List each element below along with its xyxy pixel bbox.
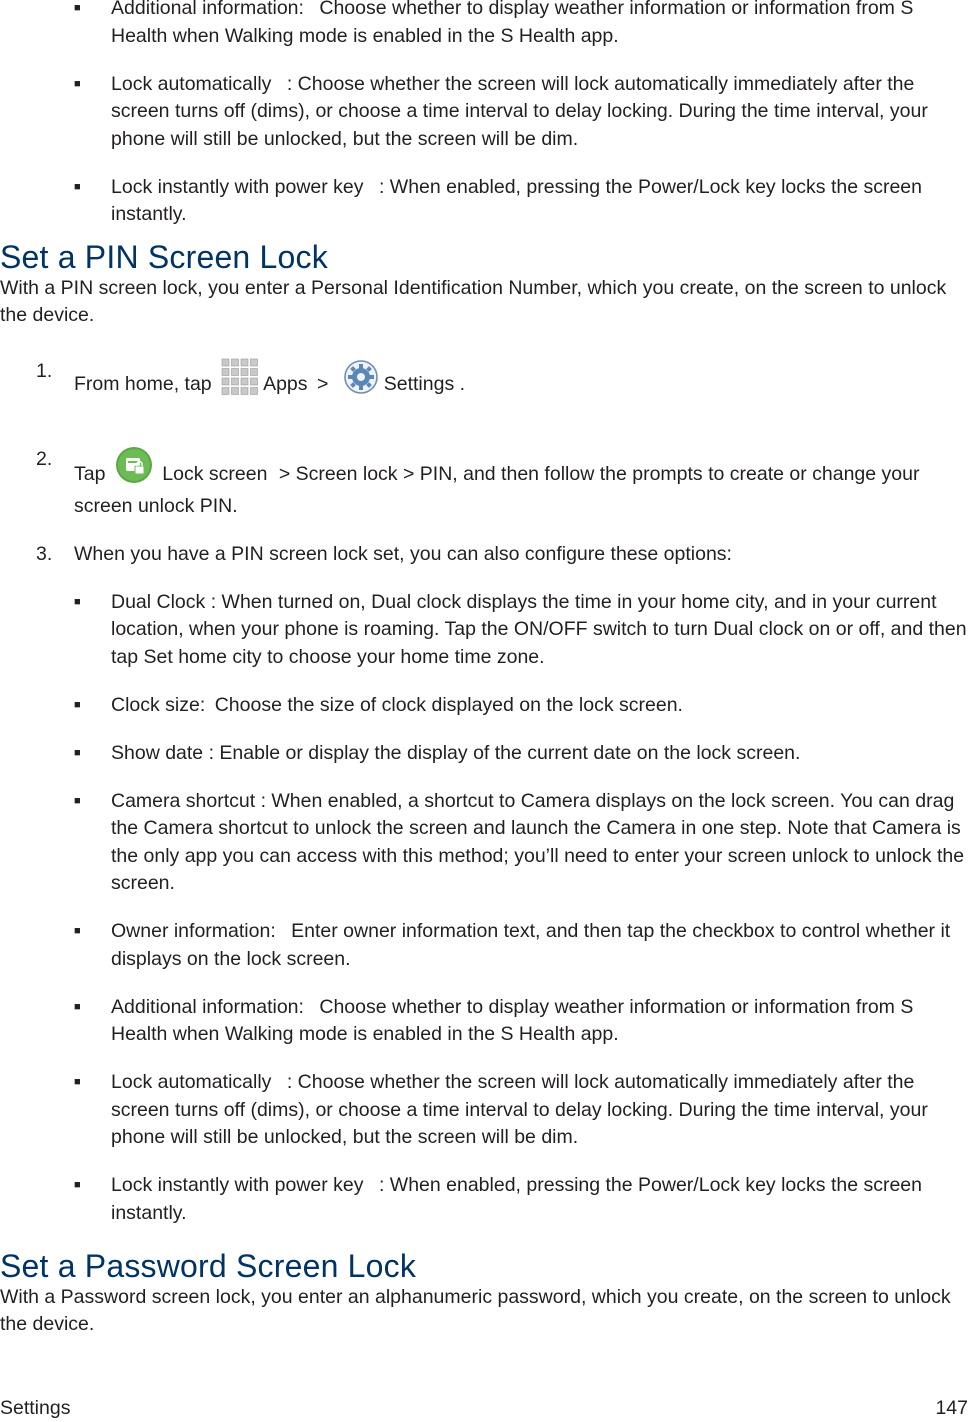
section-heading-pin: Set a PIN Screen Lock xyxy=(0,238,328,275)
options-list xyxy=(74,589,973,1228)
square-bullet-icon: ■ xyxy=(74,1000,81,1013)
list-item xyxy=(0,1069,973,1152)
section-intro-pin: With a PIN screen lock, you enter a Personal Identification Number, which you create, on the screen to unlock the device. xyxy=(0,276,947,326)
step-text: From home, tap xyxy=(74,372,212,395)
square-bullet-icon: ■ xyxy=(74,180,81,193)
separator: > xyxy=(316,372,329,395)
square-bullet-icon: ■ xyxy=(74,1076,81,1088)
square-bullet-icon: ■ xyxy=(74,595,81,608)
option-term: Lock automatically xyxy=(111,72,272,95)
step-text: Tap xyxy=(74,463,106,485)
option-text: : Choose whether the screen will lock automatically immediately after the screen turns off (dims), or choose a time interval to delay locking. During the time interval, your phone will still be unlocked, but the screen will be dim. xyxy=(111,1071,928,1148)
option-term: Lock instantly with power key xyxy=(111,175,364,198)
step-number: 1. xyxy=(36,359,53,382)
option-text: Enter owner information text, and then tap the checkbox to control whether it displays on the lock screen. xyxy=(111,920,951,970)
option-term: Camera shortcut xyxy=(111,789,256,812)
list-item xyxy=(0,740,973,768)
square-bullet-icon: ■ xyxy=(74,1179,81,1191)
steps-list xyxy=(0,358,973,1228)
step-item xyxy=(0,541,973,1228)
step-text-rest: > Screen lock > PIN, and then follow the prompts to create or change your screen unlock PIN. xyxy=(74,463,920,517)
top-bullet-list xyxy=(0,0,973,229)
option-text: : When enabled, a shortcut to Camera displays on the lock screen. You can drag the Camera shortcut to unlock the screen and launch the Camera in one step. Note that Camera is the only app you can access with this method; you’ll need to enter your screen unlock to unlock the screen. xyxy=(111,789,965,894)
option-text: : Enable or display the display of the current date on the lock screen. xyxy=(208,741,801,764)
square-bullet-icon: ■ xyxy=(74,746,81,759)
option-text: : Choose whether the screen will lock automatically immediately after the screen turns off (dims), or choose a time interval to delay locking. During the time interval, your phone will still be unlocked, but the screen will be dim. xyxy=(111,72,928,150)
lock-screen-label: Lock screen xyxy=(162,463,268,485)
list-item xyxy=(0,174,973,229)
list-item xyxy=(0,0,973,50)
apps-label: Apps xyxy=(263,372,308,395)
step-number: 3. xyxy=(36,542,53,565)
list-item xyxy=(0,918,973,973)
list-item xyxy=(0,1172,973,1227)
option-text: : When enabled, pressing the Power/Lock key locks the screen instantly. xyxy=(111,175,922,225)
footer-section-name: Settings xyxy=(0,1397,71,1419)
option-term: Clock size: xyxy=(111,693,206,716)
step-item xyxy=(0,446,973,520)
option-term: Dual Clock xyxy=(111,590,206,613)
step-number: 2. xyxy=(36,448,53,470)
option-text: Choose the size of clock displayed on the lock screen. xyxy=(214,693,683,716)
option-text: : When enabled, pressing the Power/Lock key locks the screen instantly. xyxy=(111,1174,922,1224)
square-bullet-icon: ■ xyxy=(74,925,81,937)
option-term: Show date xyxy=(111,741,204,764)
option-term: Lock automatically xyxy=(111,1071,272,1093)
option-term: Owner information: xyxy=(111,920,276,942)
square-bullet-icon: ■ xyxy=(74,794,81,807)
page-number: 147 xyxy=(935,1397,968,1419)
settings-label: Settings xyxy=(383,372,455,395)
option-text: Choose whether to display weather information or information from S Health when Walking mode is enabled in the S Health app. xyxy=(111,995,914,1045)
step-end: . xyxy=(459,372,466,395)
list-item xyxy=(0,71,973,154)
list-item xyxy=(0,589,973,672)
option-text: : When turned on, Dual clock displays the time in your home city, and in your current location, when your phone is roaming. Tap the ON/OFF switch to turn Dual clock on or off, and then tap Set home city to choose your home time zone. xyxy=(111,590,967,668)
section-heading-password: Set a Password Screen Lock xyxy=(0,1247,417,1284)
square-bullet-icon: ■ xyxy=(74,2,81,14)
option-term: Lock instantly with power key xyxy=(111,1174,364,1196)
list-item xyxy=(0,994,973,1049)
list-item xyxy=(0,788,973,898)
section-intro-password: With a Password screen lock, you enter an alphanumeric password, which you create, on the screen to unlock the device. xyxy=(0,1285,951,1335)
step-text: When you have a PIN screen lock set, you can also configure these options: xyxy=(74,542,732,565)
option-term: Additional information: xyxy=(111,995,304,1018)
square-bullet-icon: ■ xyxy=(74,77,81,90)
lock-screen-icon xyxy=(115,446,153,493)
list-item xyxy=(0,692,973,720)
option-text: Choose whether to display weather information or information from S Health when Walking mode is enabled in the S Health app. xyxy=(111,0,914,47)
step-item xyxy=(0,358,973,405)
option-term: Additional information: xyxy=(111,0,304,19)
apps-grid-icon xyxy=(221,358,259,405)
square-bullet-icon: ■ xyxy=(74,698,81,711)
settings-gear-icon xyxy=(342,358,380,405)
